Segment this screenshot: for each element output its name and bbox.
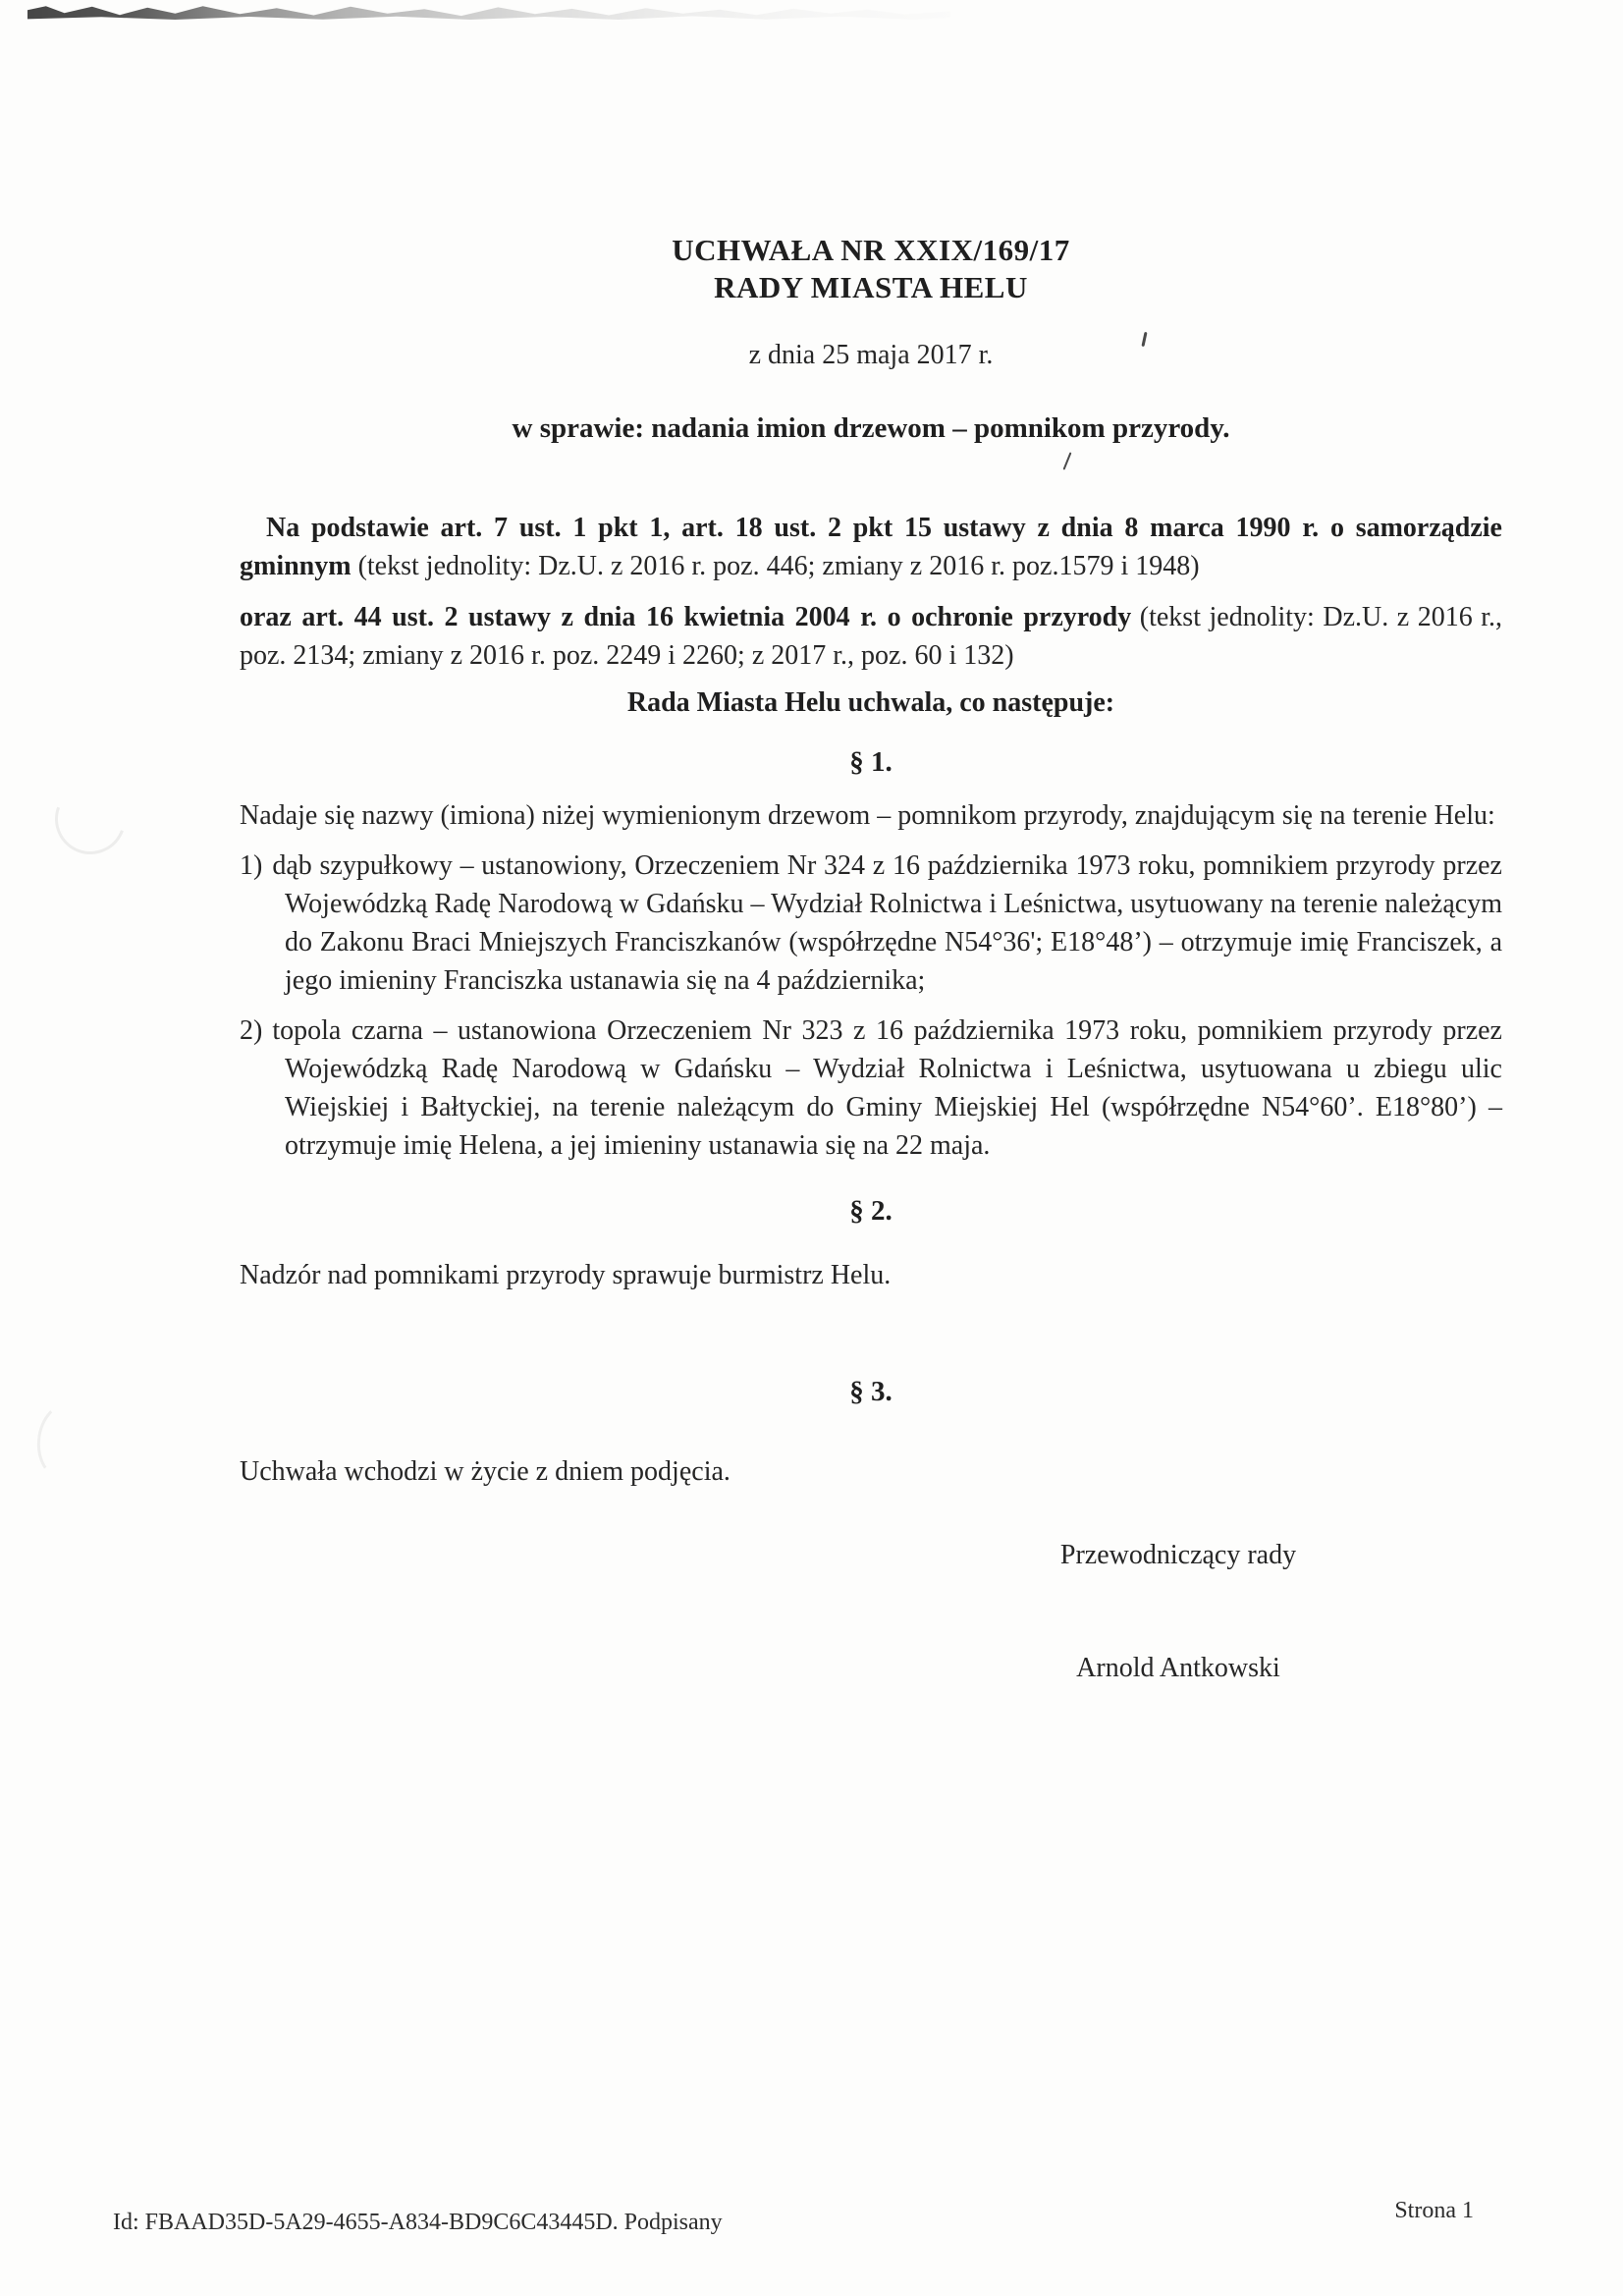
resolution-number: UCHWAŁA NR XXIX/169/17: [672, 233, 1070, 267]
section-3-body: Uchwała wchodzi w życie z dniem podjęcia.: [240, 1456, 730, 1487]
enacting-formula: Rada Miasta Helu uchwala, co następuje:: [626, 687, 1115, 718]
legal-basis-bold: oraz art. 44 ust. 2 ustawy z dnia 16 kwietnia 2004 r. o ochronie przyrody: [240, 602, 1132, 632]
hole-punch-mark: [43, 772, 137, 866]
section-2-body: Nadzór nad pomnikami przyrody sprawuje burmistrz Helu.: [240, 1260, 892, 1290]
page-footer: [113, 2198, 1474, 2235]
signature-role: Przewodniczący rady: [1059, 1540, 1297, 1570]
list-item-1: [240, 847, 1502, 1000]
list-item-2-marker: 2): [240, 1015, 263, 1046]
list-item-2-text: topola czarna – ustanowiona Orzeczeniem Nr 323 z 16 października 1973 roku, pomnikiem przyrody przez Wojewódzką Radę Narodową w Gdańsku – Wydział Rolnictwa i Leśnictwa, usytuowana u zbiegu ulic Wiejskiej i Bałtyckiej, na terenie należącym do Gminy Miejskiej Hel (współrzędne N54°60’. E18°80’) – otrzymuje imię Helena, a jej imieniny ustanawia się na 22 maja.: [272, 1015, 1502, 1161]
signature-name: Arnold Antkowski: [1076, 1653, 1280, 1683]
legal-basis-paragraph-2: [240, 598, 1502, 675]
list-item-1-marker: 1): [240, 850, 263, 881]
council-name: RADY MIASTA HELU: [714, 270, 1028, 304]
list-item-2: [240, 1011, 1502, 1165]
section-1-number: § 1.: [849, 746, 893, 778]
section-1-intro: Nadaje się nazwy (imiona) niżej wymienionym drzewom – pomnikom przyrody, znajdującym się na terenie Helu:: [240, 800, 1495, 831]
signature-block: [982, 1536, 1375, 1687]
legal-basis-regular: (tekst jednolity: Dz.U. z 2016 r., poz. 2134; zmiany z 2016 r. poz. 2249 i 2260; z 2017 r., poz. 60 i 132): [240, 602, 1502, 671]
section-2-number: § 2.: [849, 1195, 893, 1227]
document-body: [240, 0, 1502, 1687]
hole-punch-mark: [33, 1399, 100, 1484]
subject-line: w sprawie: nadania imion drzewom – pomnikom przyrody.: [512, 412, 1230, 444]
section-3-number: § 3.: [849, 1376, 893, 1407]
legal-basis-regular: (tekst jednolity: Dz.U. z 2016 r. poz. 446; zmiany z 2016 r. poz.1579 i 1948): [351, 551, 1200, 581]
resolution-date: z dnia 25 maja 2017 r.: [748, 340, 994, 370]
document-id: Id: FBAAD35D-5A29-4655-A834-BD9C6C43445D. Podpisany: [113, 2210, 723, 2235]
page-number: Strona 1: [1394, 2198, 1474, 2223]
legal-basis-bold: Na podstawie art. 7 ust. 1 pkt 1, art. 18 ust. 2 pkt 15 ustawy z dnia 8 marca 1990 r. o samorządzie gminnym: [240, 513, 1502, 581]
legal-basis-paragraph-1: [240, 509, 1502, 585]
document-title: [240, 232, 1502, 306]
list-item-1-text: dąb szypułkowy – ustanowiony, Orzeczeniem Nr 324 z 16 października 1973 roku, pomnikiem przyrody przez Wojewódzką Radę Narodową w Gdańsku – Wydział Rolnictwa i Leśnictwa, usytuowany na terenie należącym do Zakonu Braci Mniejszych Franciszkanów (współrzędne N54°36'; E18°48’) – otrzymuje imię Franciszek, a jego imieniny Franciszka ustanawia się na 4 października;: [272, 850, 1502, 996]
